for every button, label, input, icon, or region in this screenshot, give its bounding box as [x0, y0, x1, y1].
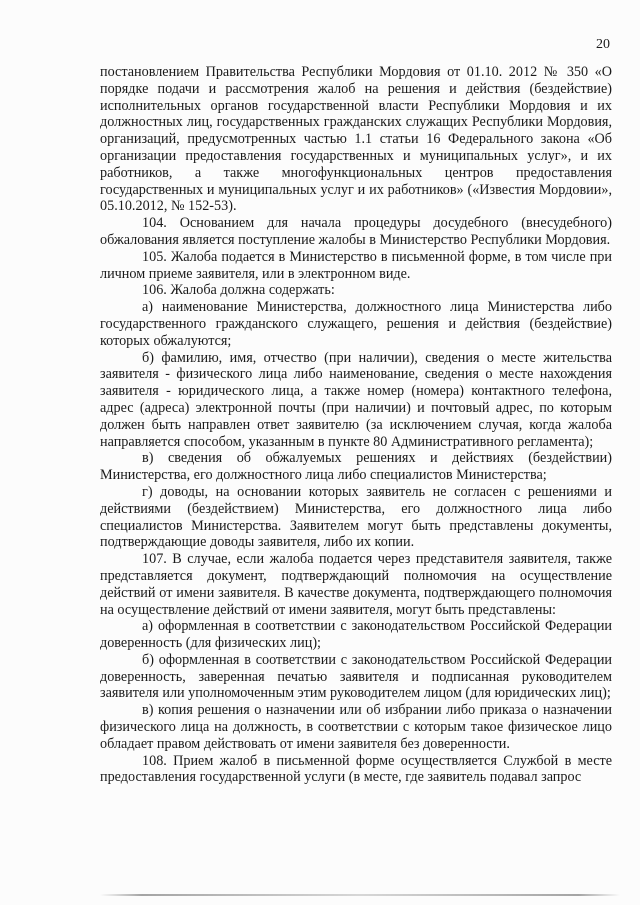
- paragraph-107-a: а) оформленная в соответствии с законодательством Российской Федерации доверенность (для физических лиц);: [100, 618, 612, 652]
- paragraph-105: 105. Жалоба подается в Министерство в письменной форме, в том числе при личном приеме заявителя, или в электронном виде.: [100, 248, 612, 282]
- paragraph-104: 104. Основанием для начала процедуры досудебного (внесудебного) обжалования является поступление жалобы в Министерство Республики Мордовия.: [100, 215, 612, 248]
- paragraph-106-v: в) сведения об обжалуемых решениях и действиях (бездействии) Министерства, его должностного лица либо специалистов Министерства;: [100, 450, 612, 484]
- paragraph-continuation: постановлением Правительства Республики Мордовия от 01.10. 2012 № 350 «О порядке подачи и рассмотрения жалоб на решения и действия (бездействие) исполнительных органов государственной власти Республики Мордовия и их должностных лиц, государственных гражданских служащих Республики Мордовия, организаций, предусмотренных частью 1.1 статьи 16 Федерального закона «Об организации предоставления государственных и муниципальных услуг», и их работников, а также многофункциональных центров предоставления государственных и муниципальных услуг и их работников» («Известия Мордовии», 05.10.2012, № 152-53).: [100, 64, 612, 215]
- paragraph-106: 106. Жалоба должна содержать:: [142, 282, 335, 299]
- paragraph-106-b: б) фамилию, имя, отчество (при наличии), сведения о месте жительства заявителя - физического лица либо наименование, сведения о месте нахождения заявителя - юридического лица, а также номер (номера) контактного телефона, адрес (адреса) электронной почты (при наличии) и почтовый адрес, по которым должен быть направлен ответ заявителю (за исключением случая, когда жалоба направляется способом, указанным в пункте 80 Административного регламента);: [100, 349, 612, 450]
- document-body: [100, 64, 612, 786]
- paragraph-107-v: в) копия решения о назначении или об избрании либо приказа о назначении физического лица на должность, в соответствии с которым такое физическое лицо обладает правом действовать от имени заявителя без доверенности.: [100, 702, 612, 752]
- paragraph-108: 108. Прием жалоб в письменной форме осуществляется Службой в месте предоставления государственной услуги (в месте, где заявитель подавал запрос: [100, 752, 612, 786]
- paragraph-106-g: г) доводы, на основании которых заявитель не согласен с решениями и действиями (бездействием) Министерства, его должностного лица либо специалистов Министерства. Заявителем могут быть представлены документы, подтверждающие доводы заявителя, либо их копии.: [100, 483, 612, 551]
- paragraph-106-a: а) наименование Министерства, должностного лица Министерства либо государственного гражданского служащего, решения и действия (бездействие) которых обжалуются;: [100, 299, 612, 349]
- paragraph-107: 107. В случае, если жалоба подается через представителя заявителя, также представляется документ, подтверждающий полномочия на осуществление действий от имени заявителя. В качестве документа, подтверждающего полномочия на осуществление действий от имени заявителя, могут быть представлены:: [100, 551, 612, 618]
- paragraph-107-b: б) оформленная в соответствии с законодательством Российской Федерации доверенность, заверенная печатью заявителя и подписанная руководителем заявителя или уполномоченным этим руководителем лицом (для юридических лиц);: [100, 651, 612, 702]
- scan-edge-mark: [100, 894, 620, 896]
- page-number: 20: [596, 37, 610, 52]
